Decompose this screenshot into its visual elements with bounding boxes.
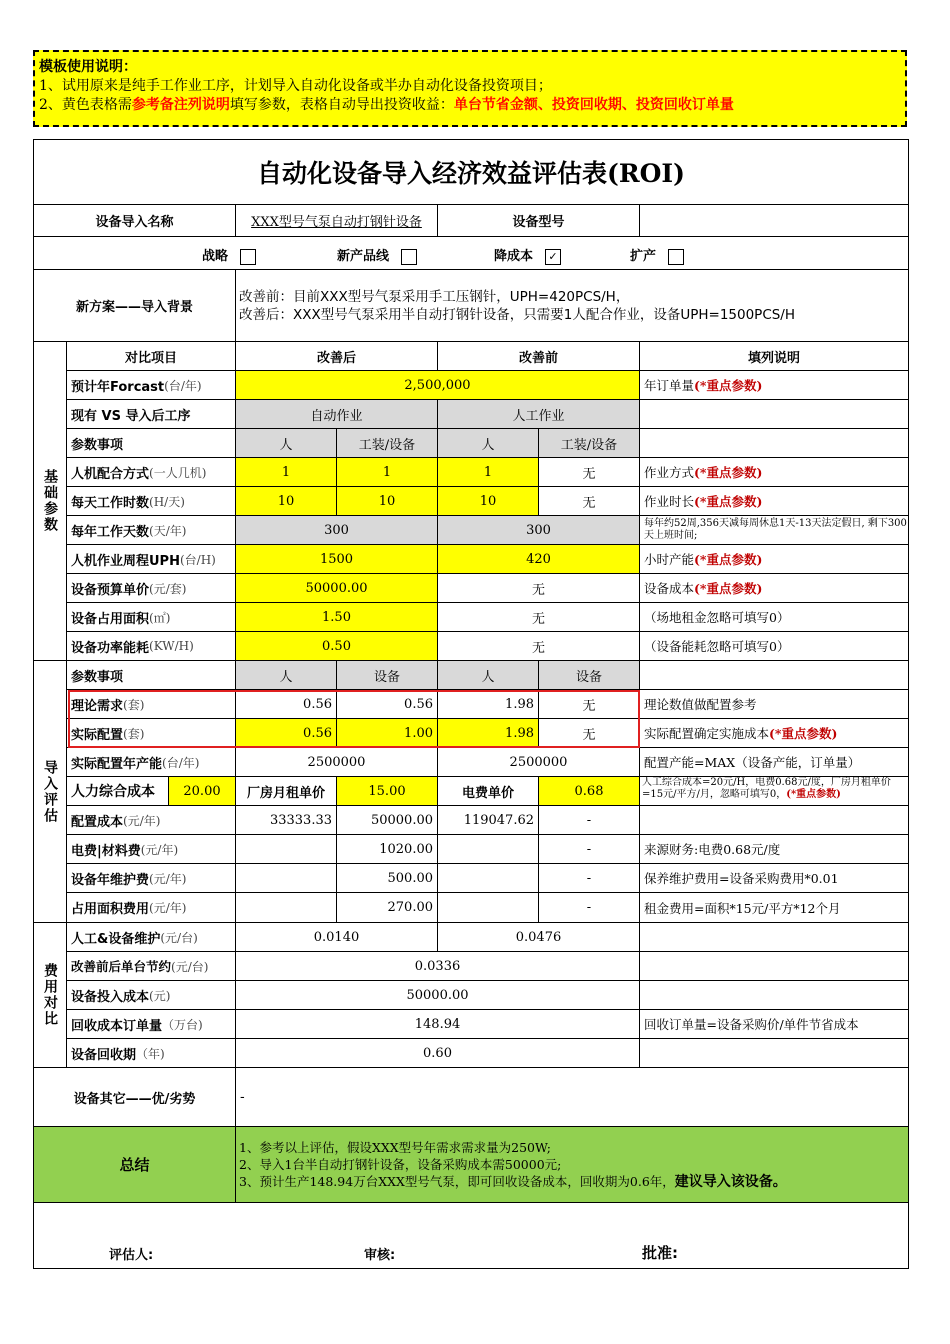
group-basic: 基础参数 <box>34 342 67 661</box>
days-label: 每年工作天数 (天/年) <box>67 516 236 545</box>
area-cost-b1 <box>438 893 539 923</box>
area-cost-note: 租金费用=面积*15元/平方*12个月 <box>640 893 909 923</box>
params-a2: 工装/设备 <box>337 429 438 458</box>
reviewer-label: 审核: <box>364 1248 396 1263</box>
hours-b1[interactable]: 10 <box>438 487 539 516</box>
price-note: 设备成本 (*重点参数) <box>640 574 909 603</box>
other-label: 设备其它——优/劣势 <box>34 1068 236 1127</box>
area-cost-label: 占用面积费用 (元/年) <box>67 893 236 923</box>
uph-note: 小时产能 (*重点参数) <box>640 545 909 574</box>
device-model-value[interactable] <box>640 205 909 237</box>
params-b2: 工装/设备 <box>539 429 640 458</box>
actual-a2[interactable]: 1.00 <box>337 719 438 748</box>
power-note: （设备能耗忽略可填写0） <box>640 632 909 661</box>
capacity-label: 实际配置年产能 (台/年) <box>67 748 236 777</box>
params2-note <box>640 661 909 690</box>
recover-qty-value: 148.94 <box>236 1010 640 1039</box>
theory-b1: 1.98 <box>438 690 539 719</box>
actual-b2: 无 <box>539 719 640 748</box>
template-instructions <box>33 50 907 127</box>
checkbox-strategy[interactable] <box>240 249 256 265</box>
forecast-label: 预计年Forcast (台/年) <box>67 371 236 400</box>
theory-b2: 无 <box>539 690 640 719</box>
power-label: 设备功率能耗 (KW/H) <box>67 632 236 661</box>
uph-after[interactable]: 1500 <box>236 545 438 574</box>
price-label: 设备预算单价 (元/套) <box>67 574 236 603</box>
config-cost-a2: 50000.00 <box>337 806 438 835</box>
price-after[interactable]: 50000.00 <box>236 574 438 603</box>
uph-label: 人机作业周程UPH (台/H) <box>67 545 236 574</box>
labor-cost-label: 人力综合成本 <box>67 777 169 806</box>
summary-line-3: 3、预计生产148.94万台XXX型号气泵，即可回收设备成本，回收期为0.6年，建议导入该设备。 <box>239 1173 787 1190</box>
params2-label: 参数事项 <box>67 661 236 690</box>
capacity-before: 2500000 <box>438 748 640 777</box>
config-cost-a1: 33333.33 <box>236 806 337 835</box>
option-strategy[interactable]: 战略 <box>202 245 256 265</box>
elec-cost-note: 来源财务:电费0.68元/度 <box>640 835 909 864</box>
ratio-a1[interactable]: 1 <box>236 458 337 487</box>
checkbox-cost-down[interactable]: ✓ <box>545 249 561 265</box>
elec-cost-a2: 1020.00 <box>337 835 438 864</box>
params-note <box>640 429 909 458</box>
maint-b1 <box>438 864 539 893</box>
device-name-value[interactable]: XXX型号气泵自动打钢针设备 <box>236 205 438 237</box>
recover-qty-label: 回收成本订单量 （万台) <box>67 1010 236 1039</box>
days-note: 每年约52周,356天减每周休息1天-13天法定假日, 剩下300天上班时间; <box>640 516 909 545</box>
capacity-note: 配置产能=MAX（设备产能，订单量） <box>640 748 909 777</box>
hours-a1[interactable]: 10 <box>236 487 337 516</box>
actual-note: 实际配置确定实施成本 (*重点参数) <box>640 719 909 748</box>
area-cost-a2: 270.00 <box>337 893 438 923</box>
saving-note <box>640 952 909 981</box>
area-cost-a1 <box>236 893 337 923</box>
actual-a1[interactable]: 0.56 <box>236 719 337 748</box>
background-text <box>236 270 909 342</box>
option-expand[interactable]: 扩产 <box>630 245 684 265</box>
checkbox-new-line[interactable] <box>401 249 417 265</box>
summary-line-2: 2、导入1台半自动打钢针设备，设备采购成本需50000元; <box>239 1156 562 1172</box>
maint-label: 设备年维护费 (元/年) <box>67 864 236 893</box>
device-name-label: 设备导入名称 <box>34 205 236 237</box>
evaluator-label: 评估人: <box>109 1248 154 1263</box>
maint-note: 保养维护费用=设备采购费用*0.01 <box>640 864 909 893</box>
days-after: 300 <box>236 516 438 545</box>
labor-cost-value[interactable]: 20.00 <box>169 777 236 806</box>
invest-value: 50000.00 <box>236 981 640 1010</box>
hours-label: 每天工作时数 (H/天) <box>67 487 236 516</box>
purpose-options <box>34 237 909 270</box>
unit-cost-after: 0.0140 <box>236 923 438 952</box>
params2-b1: 人 <box>438 661 539 690</box>
saving-value: 0.0336 <box>236 952 640 981</box>
ratio-note: 作业方式 (*重点参数) <box>640 458 909 487</box>
device-model-label: 设备型号 <box>438 205 640 237</box>
elec-cost-b1 <box>438 835 539 864</box>
invest-label: 设备投入成本 (元) <box>67 981 236 1010</box>
theory-a2: 0.56 <box>337 690 438 719</box>
option-cost-down[interactable]: 降成本 ✓ <box>494 245 561 265</box>
params2-a1: 人 <box>236 661 337 690</box>
ratio-a2[interactable]: 1 <box>337 458 438 487</box>
days-before: 300 <box>438 516 640 545</box>
invest-note <box>640 981 909 1010</box>
ratio-b1[interactable]: 1 <box>438 458 539 487</box>
config-cost-b2: - <box>539 806 640 835</box>
process-note <box>640 400 909 429</box>
process-after: 自动作业 <box>236 400 438 429</box>
elec-price-value[interactable]: 0.68 <box>539 777 640 806</box>
instructions-line-2: 2、黄色表格需参考备注列说明填写参数，表格自动导出投资收益：单台节省金额、投资回收期、投资回收订单量 <box>39 97 734 113</box>
approver-label: 批准: <box>642 1244 678 1262</box>
maint-a2: 500.00 <box>337 864 438 893</box>
unit-cost-note <box>640 923 909 952</box>
maint-a1 <box>236 864 337 893</box>
ratio-b2: 无 <box>539 458 640 487</box>
area-label: 设备占用面积 (㎡) <box>67 603 236 632</box>
unit-cost-before: 0.0476 <box>438 923 640 952</box>
elec-cost-label: 电费|材料费 (元/年) <box>67 835 236 864</box>
saving-label: 改善前后单台节约 (元/台) <box>67 952 236 981</box>
instructions-line-1: 1、试用原来是纯手工作业工序，计划导入自动化设备或半办自动化设备投资项目； <box>39 78 552 94</box>
other-value[interactable]: - <box>236 1068 909 1127</box>
summary-text <box>236 1127 909 1203</box>
option-new-line[interactable]: 新产品线 <box>337 245 417 265</box>
group-eval: 导入评估 <box>34 661 67 923</box>
header-note: 填列说明 <box>640 342 909 371</box>
rent-label: 厂房月租单价 <box>236 777 337 806</box>
actual-b1[interactable]: 1.98 <box>438 719 539 748</box>
area-before: 无 <box>438 603 640 632</box>
payback-value: 0.60 <box>236 1039 640 1068</box>
ratio-label: 人机配合方式 (一人几机) <box>67 458 236 487</box>
checkbox-expand[interactable] <box>668 249 684 265</box>
header-before: 改善前 <box>438 342 640 371</box>
group-cost: 费用对比 <box>34 923 67 1068</box>
maint-b2: - <box>539 864 640 893</box>
background-label: 新方案——导入背景 <box>34 270 236 342</box>
rent-value[interactable]: 15.00 <box>337 777 438 806</box>
elec-cost-a1 <box>236 835 337 864</box>
actual-label: 实际配置 (套) <box>67 719 236 748</box>
hours-note: 作业时长 (*重点参数) <box>640 487 909 516</box>
power-after[interactable]: 0.50 <box>236 632 438 661</box>
summary-line-1: 1、参考以上评估，假设XXX型号年需求需求量为250W; <box>239 1139 551 1155</box>
params-b1: 人 <box>438 429 539 458</box>
price-before: 无 <box>438 574 640 603</box>
elec-price-label: 电费单价 <box>438 777 539 806</box>
theory-note: 理论数值做配置参考 <box>640 690 909 719</box>
area-note: （场地租金忽略可填写0） <box>640 603 909 632</box>
payback-note <box>640 1039 909 1068</box>
background-before: 改善前：目前XXX型号气泵采用手工压钢针，UPH=420PCS/H， <box>239 288 630 305</box>
params-label: 参数事项 <box>67 429 236 458</box>
params-a1: 人 <box>236 429 337 458</box>
power-before: 无 <box>438 632 640 661</box>
area-after[interactable]: 1.50 <box>236 603 438 632</box>
page-title: 自动化设备导入经济效益评估表(ROI) <box>34 140 909 205</box>
params2-b2: 设备 <box>539 661 640 690</box>
payback-label: 设备回收期 （年) <box>67 1039 236 1068</box>
recover-qty-note: 回收订单量=设备采购价/单件节省成本 <box>640 1010 909 1039</box>
roi-sheet <box>33 139 909 1269</box>
background-after: 改善后：XXX型号气泵采用半自动打钢针设备，只需要1人配合作业，设备UPH=1500PCS/H <box>239 306 796 323</box>
config-cost-note <box>640 806 909 835</box>
params2-a2: 设备 <box>337 661 438 690</box>
elec-cost-b2: - <box>539 835 640 864</box>
hours-a2[interactable]: 10 <box>337 487 438 516</box>
area-cost-b2: - <box>539 893 640 923</box>
hours-b2: 无 <box>539 487 640 516</box>
forecast-value[interactable]: 2,500,000 <box>236 371 640 400</box>
forecast-note: 年订单量 (*重点参数) <box>640 371 909 400</box>
capacity-after: 2500000 <box>236 748 438 777</box>
uph-before[interactable]: 420 <box>438 545 640 574</box>
instructions-heading: 模板使用说明： <box>39 59 137 75</box>
theory-a1: 0.56 <box>236 690 337 719</box>
config-cost-label: 配置成本 (元/年) <box>67 806 236 835</box>
header-item: 对比项目 <box>67 342 236 371</box>
config-cost-b1: 119047.62 <box>438 806 539 835</box>
theory-label: 理论需求 (套) <box>67 690 236 719</box>
process-before: 人工作业 <box>438 400 640 429</box>
header-after: 改善后 <box>236 342 438 371</box>
labor-note: 人工综合成本=20元/H，电费0.68元/度，厂房月租单价=15元/平方/月，忽略可填写0，(*重点参数) <box>640 777 909 806</box>
unit-cost-label: 人工&设备维护 (元/台) <box>67 923 236 952</box>
summary-label: 总结 <box>34 1127 236 1203</box>
process-label: 现有 VS 导入后工序 <box>67 400 236 429</box>
